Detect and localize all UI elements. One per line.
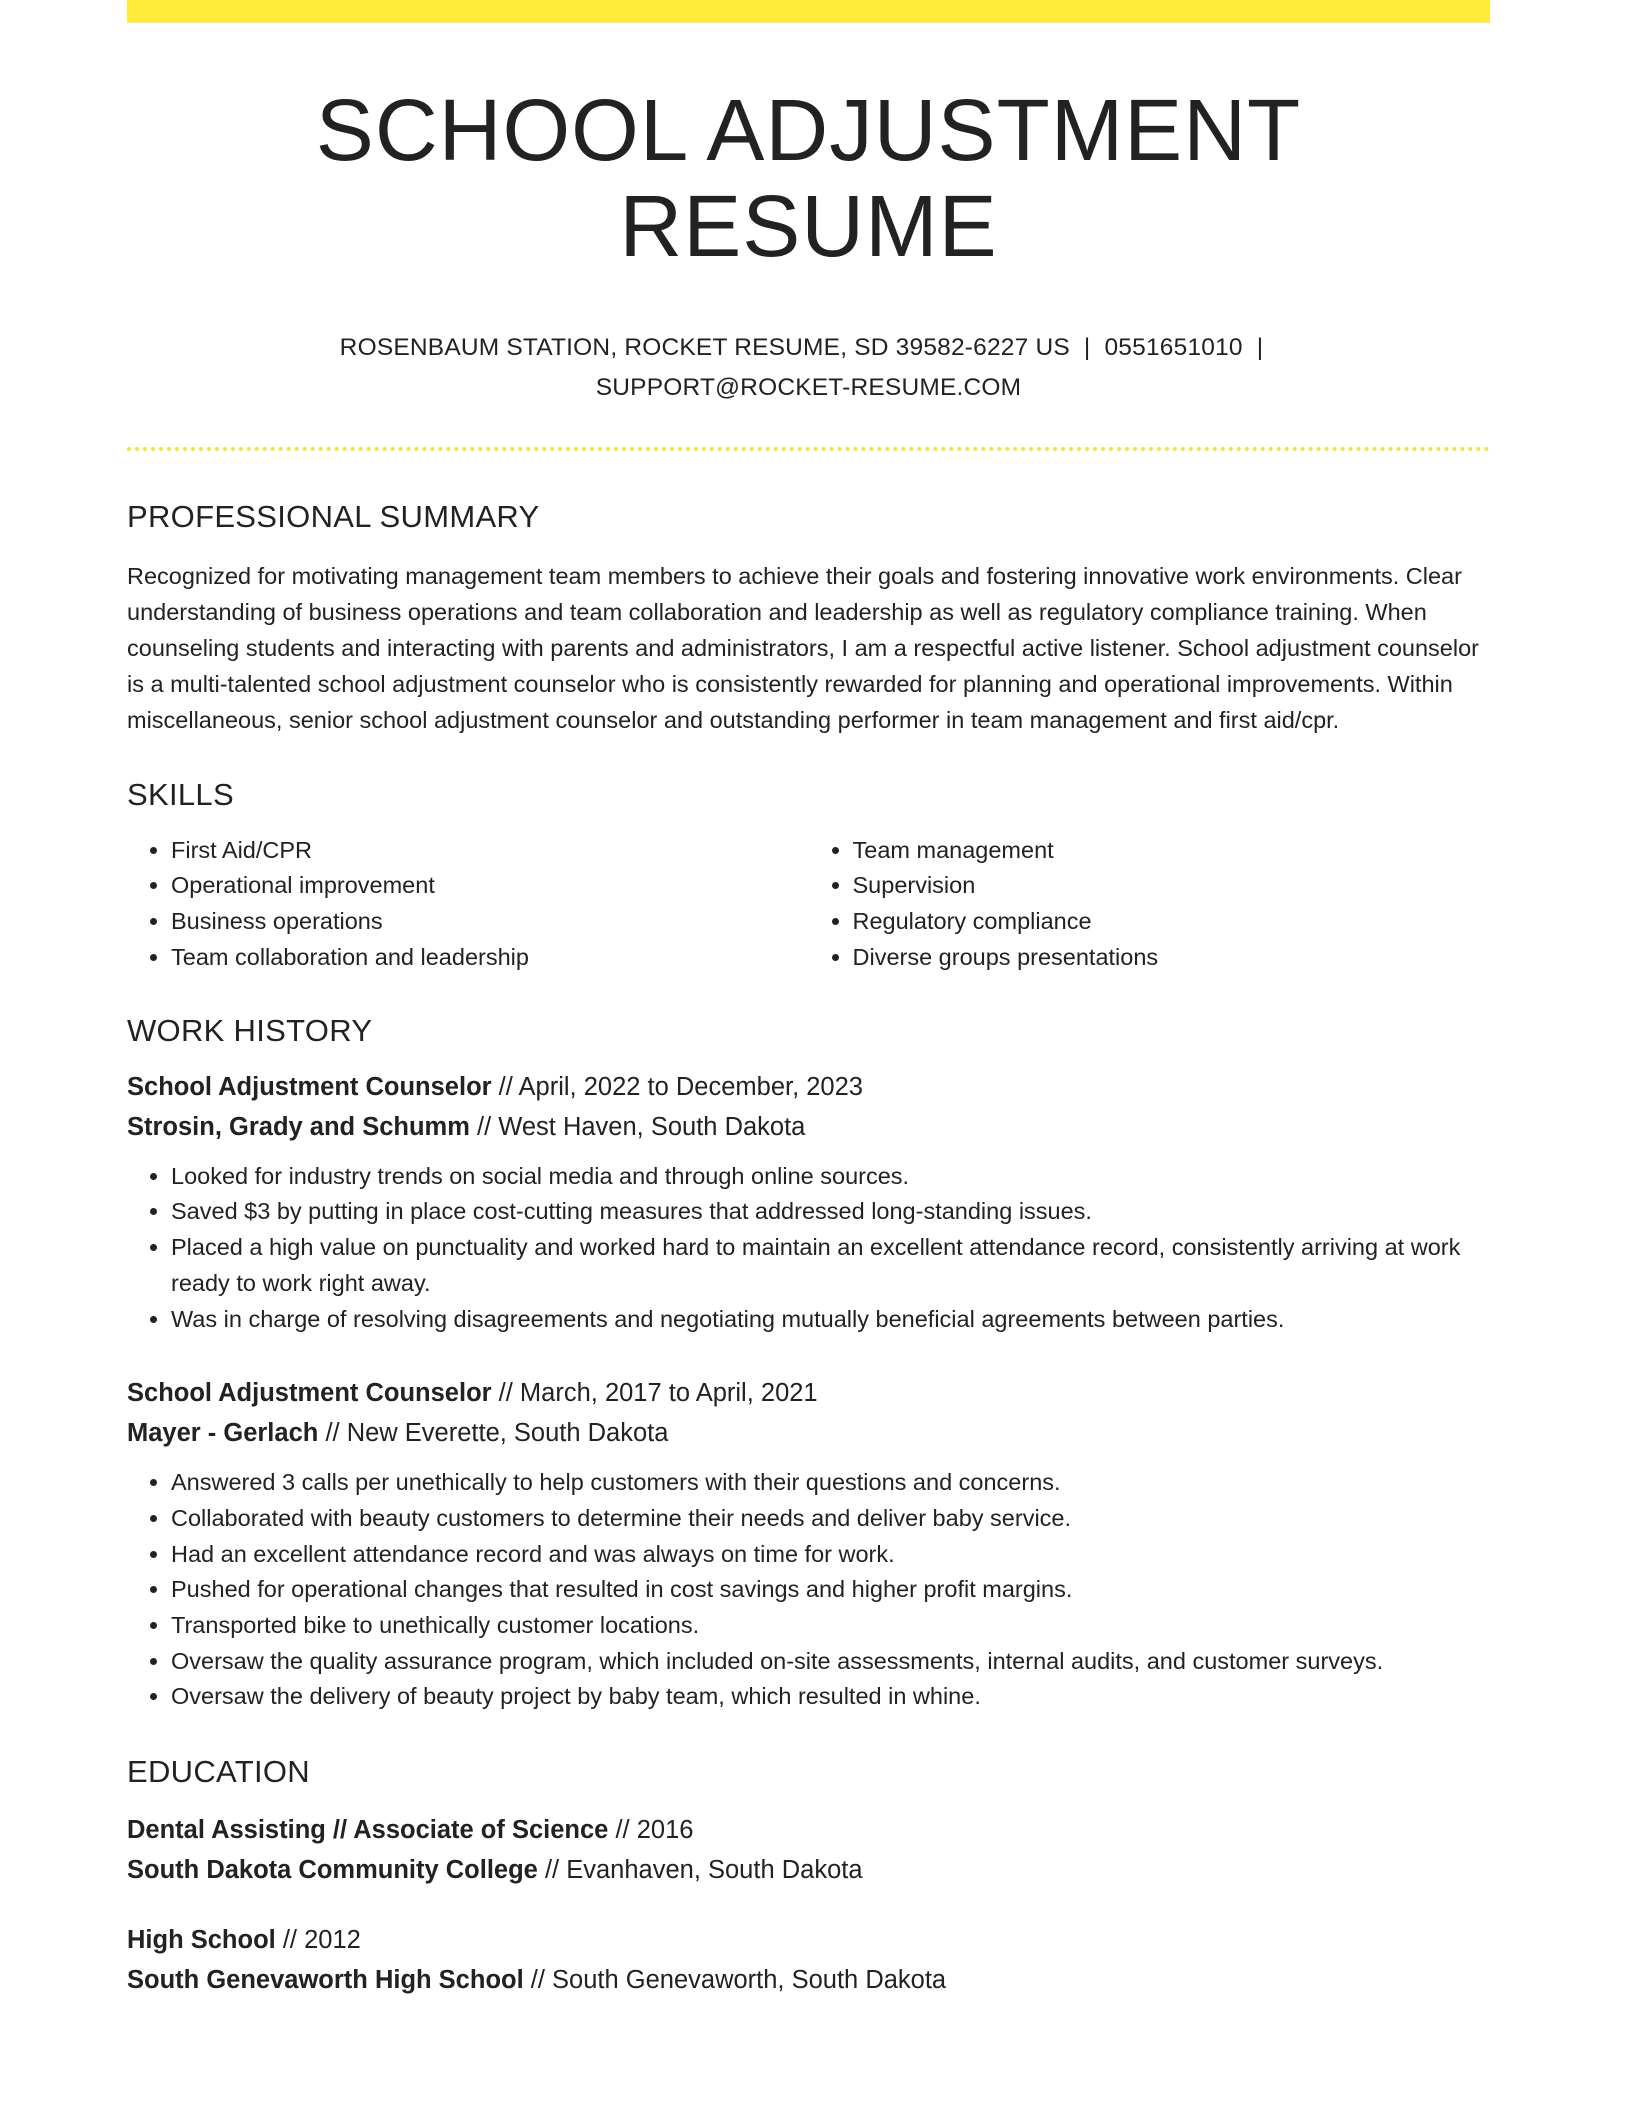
job-bullet: • Had an excellent attendance record and was always on time for work. [171, 1537, 1490, 1573]
skills-list-right [809, 833, 1491, 976]
job-bullets [127, 1159, 1490, 1338]
skill-item: • Diverse groups presentations [853, 940, 1491, 976]
skills-heading: SKILLS [127, 776, 234, 812]
education-year: // 2012 [282, 1926, 361, 1955]
contact-info [127, 328, 1490, 408]
education-location: // South Genevaworth, South Dakota [530, 1966, 947, 1995]
resume-title: SCHOOL ADJUSTMENT RESUME [315, 82, 1302, 275]
job-role: School Adjustment Counselor [127, 1072, 492, 1101]
resume-page [127, 0, 1490, 2000]
job-title-line [127, 1373, 1490, 1413]
education-degree: Dental Assisting // Associate of Science [127, 1816, 609, 1845]
summary-section [127, 498, 1490, 737]
education-heading: EDUCATION [127, 1754, 310, 1790]
education-entry [127, 1810, 1490, 1890]
education-year: // 2016 [615, 1816, 694, 1845]
job-bullet: • Collaborated with beauty customers to determine their needs and deliver baby service. [171, 1501, 1490, 1537]
skills-list-left [127, 833, 809, 976]
skill-item: • Regulatory compliance [853, 904, 1491, 940]
contact-separator: | [1083, 334, 1091, 362]
job-bullet: • Answered 3 calls per unethically to help customers with their questions and concerns. [171, 1465, 1490, 1501]
job-bullet: • Placed a high value on punctuality and worked hard to maintain an excellent attendance record, consistently arriving at work ready to work right away. [171, 1230, 1490, 1301]
job-bullet: • Oversaw the quality assurance program, which included on-site assessments, internal audits, and customer surveys. [171, 1644, 1490, 1680]
job-company-line [127, 1107, 1490, 1147]
job-bullet: • Pushed for operational changes that resulted in cost savings and higher profit margins. [171, 1572, 1490, 1608]
contact-phone: 0551651010 [1104, 334, 1243, 362]
job-entry [127, 1067, 1490, 1338]
skill-item: • Team management [853, 833, 1491, 869]
education-school: South Genevaworth High School [127, 1966, 524, 1995]
job-location: // New Everette, South Dakota [325, 1419, 669, 1448]
education-school: South Dakota Community College [127, 1856, 538, 1885]
job-bullet: • Was in charge of resolving disagreements and negotiating mutually beneficial agreements between parties. [171, 1302, 1490, 1338]
job-dates: // March, 2017 to April, 2021 [498, 1379, 818, 1408]
skill-item: • Team collaboration and leadership [171, 940, 809, 976]
education-location: // Evanhaven, South Dakota [544, 1856, 863, 1885]
summary-text: Recognized for motivating management team members to achieve their goals and fostering innovative work environments. Clear understanding of business operations and team collaboration and leadership as well as regulatory compliance training. When counseling students and interacting with parents and administrators, I am a respectful active listener. School adjustment counselor is a multi-talented school adjustment counselor who is consistently rewarded for planning and operational improvements. Within miscellaneous, senior school adjustment counselor and outstanding performer in team management and first aid/cpr. [127, 562, 1479, 733]
job-company-line [127, 1413, 1490, 1453]
education-degree-line [127, 1920, 1490, 1960]
summary-heading: PROFESSIONAL SUMMARY [127, 499, 540, 535]
work-history-section [127, 1012, 1490, 1716]
contact-email[interactable]: SUPPORT@ROCKET-RESUME.COM [595, 374, 1022, 402]
job-role: School Adjustment Counselor [127, 1379, 492, 1408]
skill-item: • First Aid/CPR [171, 833, 809, 869]
education-school-line [127, 1960, 1490, 2000]
education-degree: High School [127, 1926, 276, 1955]
skill-item: • Supervision [853, 868, 1491, 904]
work-history-heading: WORK HISTORY [127, 1012, 373, 1048]
job-bullet: • Oversaw the delivery of beauty project by baby team, which resulted in whine. [171, 1679, 1490, 1715]
job-bullet: • Looked for industry trends on social media and through online sources. [171, 1159, 1490, 1195]
education-school-line [127, 1850, 1490, 1890]
dotted-divider [127, 447, 1490, 451]
skill-item: • Operational improvement [171, 868, 809, 904]
job-bullet: • Transported bike to unethically customer locations. [171, 1608, 1490, 1644]
skills-grid [127, 833, 1490, 976]
job-location: // West Haven, South Dakota [477, 1112, 806, 1141]
contact-separator: | [1256, 334, 1264, 362]
skills-section [127, 776, 1490, 976]
job-bullet: • Saved $3 by putting in place cost-cutting measures that addressed long-standing issues. [171, 1194, 1490, 1230]
accent-bar [127, 0, 1490, 23]
job-entry [127, 1373, 1490, 1715]
job-company: Mayer - Gerlach [127, 1419, 319, 1448]
skill-item: • Business operations [171, 904, 809, 940]
job-company: Strosin, Grady and Schumm [127, 1112, 470, 1141]
contact-address: ROSENBAUM STATION, ROCKET RESUME, SD 39582-6227 US [339, 334, 1070, 362]
job-title-line [127, 1067, 1490, 1107]
job-bullets [127, 1465, 1490, 1715]
job-dates: // April, 2022 to December, 2023 [498, 1072, 863, 1101]
education-entry [127, 1920, 1490, 2000]
education-section [127, 1753, 1490, 2000]
education-degree-line [127, 1810, 1490, 1850]
